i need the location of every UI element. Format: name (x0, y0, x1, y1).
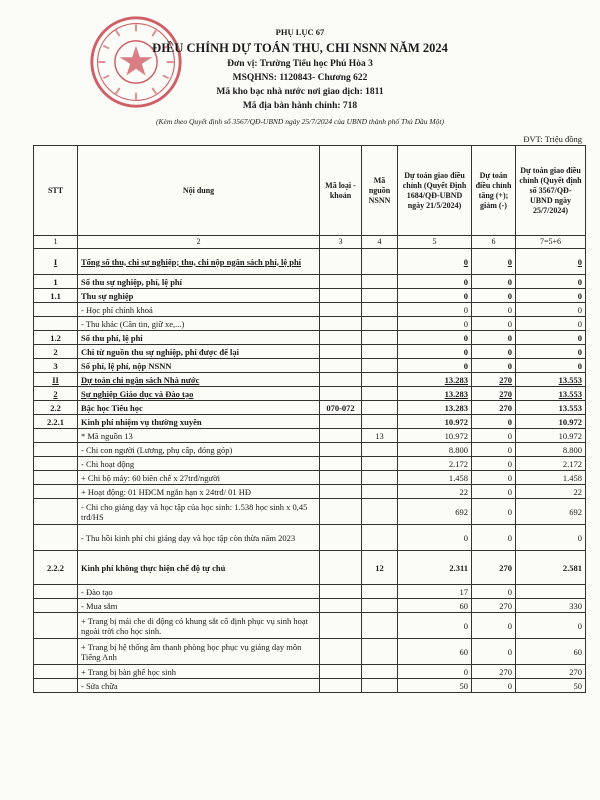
cell-v7: 0 (516, 289, 586, 303)
cell-source: 12 (362, 551, 398, 585)
cell-code (320, 289, 362, 303)
table-row (34, 639, 586, 665)
cell-stt (34, 303, 78, 317)
cell-source (362, 639, 398, 665)
cell-v6: 0 (472, 249, 516, 275)
cell-v6: 270 (472, 665, 516, 679)
table-row (34, 303, 586, 317)
cell-stt: 1.2 (34, 331, 78, 345)
cell-v5: 0 (398, 665, 472, 679)
cell-source (362, 317, 398, 331)
cell-stt: I (34, 249, 78, 275)
cell-v5: 22 (398, 485, 472, 499)
col-header-source-code: Mã nguồn NSNN (362, 146, 398, 236)
cell-stt: 2.2.2 (34, 551, 78, 585)
cell-content: Số thu phí, lệ phí (78, 331, 320, 345)
cell-code (320, 585, 362, 599)
cell-stt: 2 (34, 345, 78, 359)
cell-code (320, 665, 362, 679)
cell-source (362, 401, 398, 415)
cell-v7: 22 (516, 485, 586, 499)
cell-v5: 692 (398, 499, 472, 525)
column-index-row (34, 236, 586, 249)
cell-v7: 0 (516, 275, 586, 289)
col-header-adjusted: Dự toán giao điều chỉnh (Quyết định số 3567/QĐ-UBND ngày 25/7/2024) (516, 146, 586, 236)
cell-v7: 692 (516, 499, 586, 525)
col-index: 3 (320, 236, 362, 249)
cell-content: Dự toán chi ngân sách Nhà nước (78, 373, 320, 387)
col-header-stt: STT (34, 146, 78, 236)
cell-v7: 13.553 (516, 401, 586, 415)
cell-content: Bậc học Tiểu học (78, 401, 320, 415)
cell-v6: 0 (472, 679, 516, 693)
cell-stt (34, 485, 78, 499)
cell-v5: 50 (398, 679, 472, 693)
cell-code (320, 317, 362, 331)
cell-content: - Thu khác (Căn tin, giữ xe,...) (78, 317, 320, 331)
cell-source (362, 289, 398, 303)
table-header-row (34, 146, 586, 236)
cell-code (320, 457, 362, 471)
cell-content: Sự nghiệp Giáo dục và Đào tạo (78, 387, 320, 401)
appendix-label: PHỤ LỤC 67 (275, 27, 325, 37)
cell-content: + Trang bị hệ thống âm thanh phòng học phục vụ giảng dạy môn Tiếng Anh (78, 639, 320, 665)
col-index: 5 (398, 236, 472, 249)
cell-v5: 0 (398, 289, 472, 303)
cell-source (362, 331, 398, 345)
table-row (34, 471, 586, 485)
cell-v6: 270 (472, 387, 516, 401)
table-row (34, 665, 586, 679)
cell-v7: 0 (516, 331, 586, 345)
cell-v7: 0 (516, 303, 586, 317)
col-index: 4 (362, 236, 398, 249)
cell-source (362, 359, 398, 373)
cell-content: Kinh phí không thực hiện chế độ tự chủ (78, 551, 320, 585)
cell-v5: 13.283 (398, 401, 472, 415)
cell-v5: 1.458 (398, 471, 472, 485)
cell-content: - Đào tạo (78, 585, 320, 599)
cell-v7: 13.553 (516, 387, 586, 401)
relation-code: MSQHNS: 1120843- Chương 622 (232, 73, 368, 83)
cell-v6: 0 (472, 289, 516, 303)
cell-code (320, 551, 362, 585)
cell-v6: 0 (472, 359, 516, 373)
cell-content: - Sửa chữa (78, 679, 320, 693)
cell-v6: 0 (472, 345, 516, 359)
cell-code (320, 599, 362, 613)
cell-source (362, 525, 398, 551)
cell-code (320, 679, 362, 693)
treasury-code: Mã kho bạc nhà nước nơi giao dịch: 1811 (216, 87, 384, 97)
table-row (34, 415, 586, 429)
cell-v6: 0 (472, 331, 516, 345)
cell-v6: 0 (472, 317, 516, 331)
cell-content: - Thu hồi kinh phí chi giảng dạy và học tập còn thừa năm 2023 (78, 525, 320, 551)
table-row (34, 679, 586, 693)
col-header-adjust: Dự toán điều chỉnh tăng (+); giảm (-) (472, 146, 516, 236)
cell-v7: 13.553 (516, 373, 586, 387)
cell-v7: 10.972 (516, 415, 586, 429)
cell-v5: 0 (398, 331, 472, 345)
cell-v5: 0 (398, 303, 472, 317)
cell-source (362, 499, 398, 525)
cell-stt: 1.1 (34, 289, 78, 303)
cell-v5: 2.311 (398, 551, 472, 585)
cell-source (362, 613, 398, 639)
cell-source (362, 249, 398, 275)
table-row (34, 331, 586, 345)
cell-code (320, 485, 362, 499)
cell-v6: 0 (472, 471, 516, 485)
cell-code (320, 373, 362, 387)
cell-content: + Hoạt động: 01 HĐCM ngắn hạn x 24trđ/ 01 HĐ (78, 485, 320, 499)
col-index: 1 (34, 236, 78, 249)
cell-source (362, 415, 398, 429)
cell-v7: 330 (516, 599, 586, 613)
cell-source: 13 (362, 429, 398, 443)
cell-v6: 0 (472, 275, 516, 289)
page-title: ĐIỀU CHỈNH DỰ TOÁN THU, CHI NSNN NĂM 2024 (152, 41, 448, 55)
cell-source (362, 585, 398, 599)
cell-v6: 0 (472, 499, 516, 525)
cell-code (320, 387, 362, 401)
cell-v6: 270 (472, 401, 516, 415)
cell-stt (34, 499, 78, 525)
cell-stt: II (34, 373, 78, 387)
cell-code: 070-072 (320, 401, 362, 415)
table-row (34, 525, 586, 551)
cell-v7: 2.172 (516, 457, 586, 471)
cell-source (362, 275, 398, 289)
cell-stt (34, 613, 78, 639)
cell-source (362, 485, 398, 499)
cell-source (362, 665, 398, 679)
cell-code (320, 249, 362, 275)
table-row (34, 443, 586, 457)
cell-source (362, 679, 398, 693)
cell-v5: 0 (398, 249, 472, 275)
cell-stt (34, 429, 78, 443)
cell-v6: 270 (472, 551, 516, 585)
table-body (34, 249, 586, 693)
col-header-assigned: Dự toán giao điều chỉnh (Quyết Định 1684/QĐ-UBND ngày 21/5/2024) (398, 146, 472, 236)
cell-v7: 50 (516, 679, 586, 693)
cell-stt (34, 599, 78, 613)
cell-v6: 0 (472, 415, 516, 429)
col-index: 7=5+6 (516, 236, 586, 249)
cell-v5: 60 (398, 639, 472, 665)
cell-content: Số phí, lệ phí, nộp NSNN (78, 359, 320, 373)
cell-v7 (516, 585, 586, 599)
cell-source (362, 345, 398, 359)
cell-code (320, 331, 362, 345)
cell-v7: 10.972 (516, 429, 586, 443)
table-row (34, 345, 586, 359)
cell-v6: 0 (472, 443, 516, 457)
cell-content: + Trang bị bàn ghế học sinh (78, 665, 320, 679)
cell-source (362, 387, 398, 401)
document-header (0, 0, 600, 144)
cell-stt: 1 (34, 275, 78, 289)
cell-v6: 0 (472, 303, 516, 317)
table-row (34, 613, 586, 639)
cell-code (320, 359, 362, 373)
table-row (34, 275, 586, 289)
cell-v6: 270 (472, 599, 516, 613)
cell-content: + Trang bị mái che di động có khung sắt cố định phục vụ sinh hoạt ngoài trời cho học sinh. (78, 613, 320, 639)
cell-stt: 2.2.1 (34, 415, 78, 429)
cell-code (320, 499, 362, 525)
cell-code (320, 639, 362, 665)
cell-v7: 0 (516, 345, 586, 359)
cell-v7: 270 (516, 665, 586, 679)
cell-content: - Học phí chính khoá (78, 303, 320, 317)
table-row (34, 429, 586, 443)
cell-v6: 0 (472, 485, 516, 499)
cell-v6: 0 (472, 639, 516, 665)
cell-code (320, 443, 362, 457)
cell-v5: 0 (398, 525, 472, 551)
cell-content: - Chi hoạt động (78, 457, 320, 471)
cell-code (320, 415, 362, 429)
cell-code (320, 275, 362, 289)
col-index: 2 (78, 236, 320, 249)
cell-code (320, 613, 362, 639)
table-row (34, 317, 586, 331)
table-row (34, 585, 586, 599)
cell-v5: 0 (398, 345, 472, 359)
cell-v5: 13.283 (398, 387, 472, 401)
cell-source (362, 599, 398, 613)
cell-stt (34, 443, 78, 457)
cell-stt (34, 525, 78, 551)
cell-stt: 2 (34, 387, 78, 401)
cell-content: Chi từ nguồn thu sự nghiệp, phí được để lại (78, 345, 320, 359)
cell-v6: 0 (472, 457, 516, 471)
table-row (34, 485, 586, 499)
cell-v7: 0 (516, 525, 586, 551)
cell-stt (34, 471, 78, 485)
cell-v5: 0 (398, 275, 472, 289)
cell-v5: 0 (398, 317, 472, 331)
cell-v6: 0 (472, 585, 516, 599)
cell-code (320, 525, 362, 551)
currency-unit-note: ĐVT: Triệu đồng (523, 134, 582, 144)
cell-stt (34, 457, 78, 471)
table-row (34, 457, 586, 471)
table-row (34, 289, 586, 303)
cell-v5: 0 (398, 359, 472, 373)
col-index: 6 (472, 236, 516, 249)
table-row (34, 373, 586, 387)
unit-name: Đơn vị: Trường Tiểu học Phú Hòa 3 (227, 59, 373, 69)
decision-basis: (Kèm theo Quyết định số 3567/QĐ-UBND ngày 25/7/2024 của UBND thành phố Thủ Dầu Một) (156, 117, 444, 126)
cell-v7: 8.800 (516, 443, 586, 457)
cell-v5: 60 (398, 599, 472, 613)
cell-stt: 3 (34, 359, 78, 373)
cell-v6: 0 (472, 525, 516, 551)
cell-stt (34, 585, 78, 599)
cell-v7: 0 (516, 359, 586, 373)
cell-v7: 1.458 (516, 471, 586, 485)
cell-v5: 2.172 (398, 457, 472, 471)
table-row (34, 359, 586, 373)
cell-v5: 10.972 (398, 415, 472, 429)
cell-content: Số thu sự nghiệp, phí, lệ phí (78, 275, 320, 289)
budget-table (33, 145, 586, 693)
cell-content: - Chi con người (Lương, phụ cấp, đóng góp) (78, 443, 320, 457)
cell-v7: 2.581 (516, 551, 586, 585)
cell-code (320, 471, 362, 485)
cell-stt (34, 665, 78, 679)
admin-area-code: Mã địa bàn hành chính: 718 (242, 101, 358, 111)
cell-code (320, 303, 362, 317)
cell-stt (34, 317, 78, 331)
cell-v7: 60 (516, 639, 586, 665)
cell-v7: 0 (516, 613, 586, 639)
cell-v5: 0 (398, 613, 472, 639)
cell-content: * Mã nguồn 13 (78, 429, 320, 443)
cell-content: - Chi cho giảng dạy và học tập của học sinh: 1.538 học sinh x 0,45 trđ/HS (78, 499, 320, 525)
cell-v5: 17 (398, 585, 472, 599)
cell-v5: 10.972 (398, 429, 472, 443)
cell-v6: 0 (472, 429, 516, 443)
cell-v5: 13.283 (398, 373, 472, 387)
col-header-type-code: Mã loại - khoản (320, 146, 362, 236)
table-row (34, 249, 586, 275)
cell-content: - Mua sắm (78, 599, 320, 613)
table-row (34, 599, 586, 613)
cell-v7: 0 (516, 249, 586, 275)
cell-stt: 2.2 (34, 401, 78, 415)
cell-source (362, 373, 398, 387)
cell-content: Tổng số thu, chi sự nghiệp; thu, chi nộp ngân sách phí, lệ phí (78, 249, 320, 275)
cell-code (320, 429, 362, 443)
cell-source (362, 443, 398, 457)
cell-v6: 270 (472, 373, 516, 387)
cell-v7: 0 (516, 317, 586, 331)
cell-content: Kinh phí nhiệm vụ thường xuyên (78, 415, 320, 429)
table-row (34, 499, 586, 525)
cell-source (362, 457, 398, 471)
cell-content: Thu sự nghiệp (78, 289, 320, 303)
table-row (34, 401, 586, 415)
table-row (34, 551, 586, 585)
cell-content: + Chi bộ máy: 60 biên chế x 27trđ/người (78, 471, 320, 485)
table-row (34, 387, 586, 401)
cell-v5: 8.800 (398, 443, 472, 457)
col-header-content: Nội dung (78, 146, 320, 236)
cell-code (320, 345, 362, 359)
cell-stt (34, 679, 78, 693)
cell-v6: 0 (472, 613, 516, 639)
cell-source (362, 303, 398, 317)
cell-stt (34, 639, 78, 665)
cell-source (362, 471, 398, 485)
